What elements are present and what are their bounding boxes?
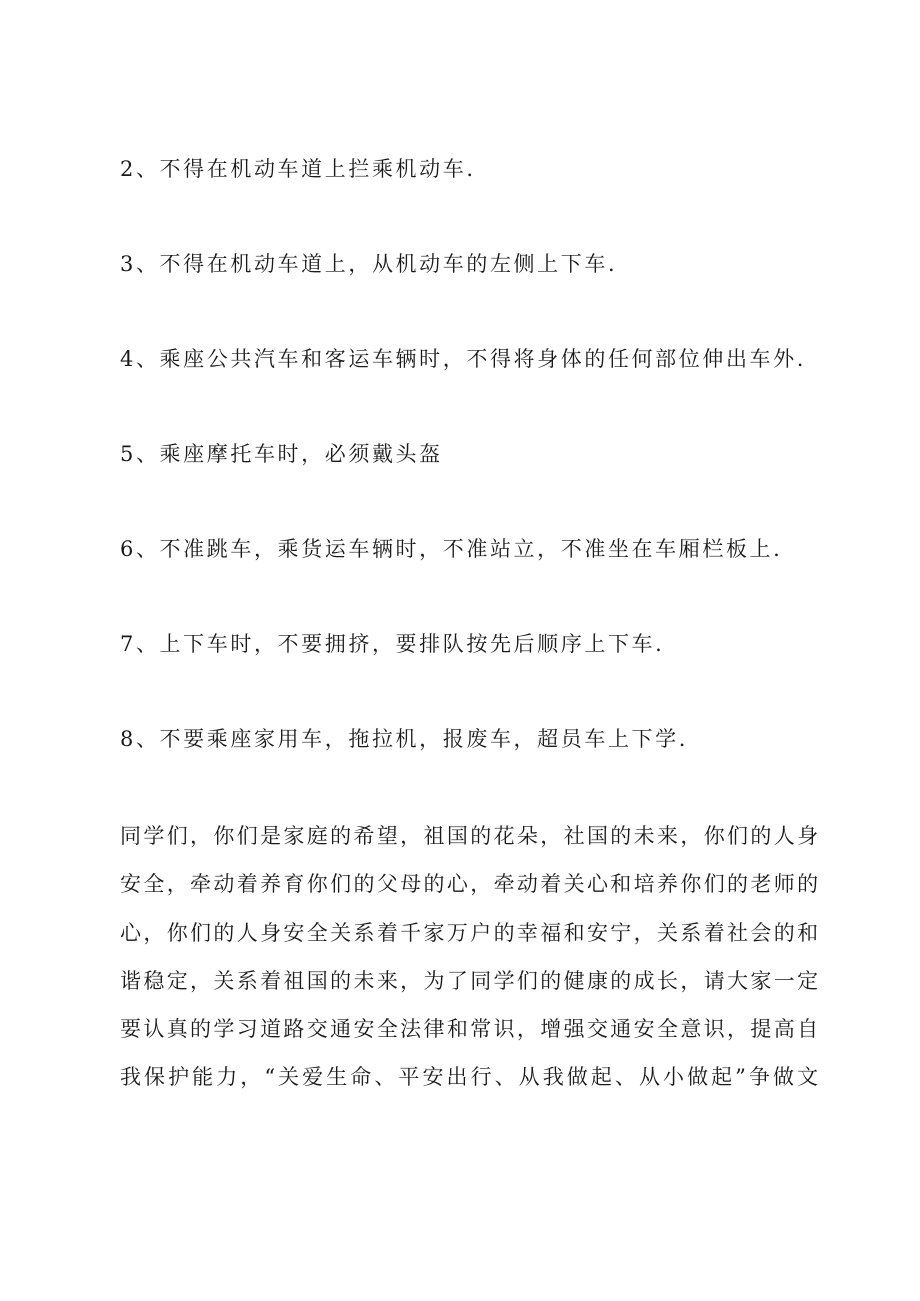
rule-item-7: 7、上下车时，不要拥挤，要排队按先后顺序上下车. [120,632,665,656]
traffic-rule-list [120,145,820,810]
paragraph-line: 要认真的学习道路交通安全法律和常识，增强交通安全意识，提高自 [120,1017,820,1042]
rule-item-5: 5、乘座摩托车时，必须戴头盔 [120,442,443,466]
rule-item-4: 4、乘座公共汽车和客运车辆时，不得将身体的任何部位伸出车外. [120,347,807,371]
closing-paragraph [120,812,820,1102]
rule-item-8: 8、不要乘座家用车，拖拉机，报废车，超员车上下学. [120,727,689,751]
paragraph-line: 心，你们的人身安全关系着千家万户的幸福和安宁，关系着社会的和 [120,920,820,945]
paragraph-line: 我保护能力，“关爱生命、平安出行、从我做起、从小做起”争做文 [120,1065,820,1090]
rule-item-3: 3、不得在机动车道上，从机动车的左侧上下车. [120,252,618,276]
paragraph-line: 安全，牵动着养育你们的父母的心，牵动着关心和培养你们的老师的 [120,872,820,897]
rule-item-6: 6、不准跳车，乘货运车辆时，不准站立，不准坐在车厢栏板上. [120,537,783,561]
paragraph-line: 同学们，你们是家庭的希望，祖国的花朵，社国的未来，你们的人身 [120,824,820,848]
rule-item-2: 2、不得在机动车道上拦乘机动车. [120,157,476,181]
paragraph-line: 谐稳定，关系着祖国的未来，为了同学们的健康的成长，请大家一定 [120,968,820,993]
